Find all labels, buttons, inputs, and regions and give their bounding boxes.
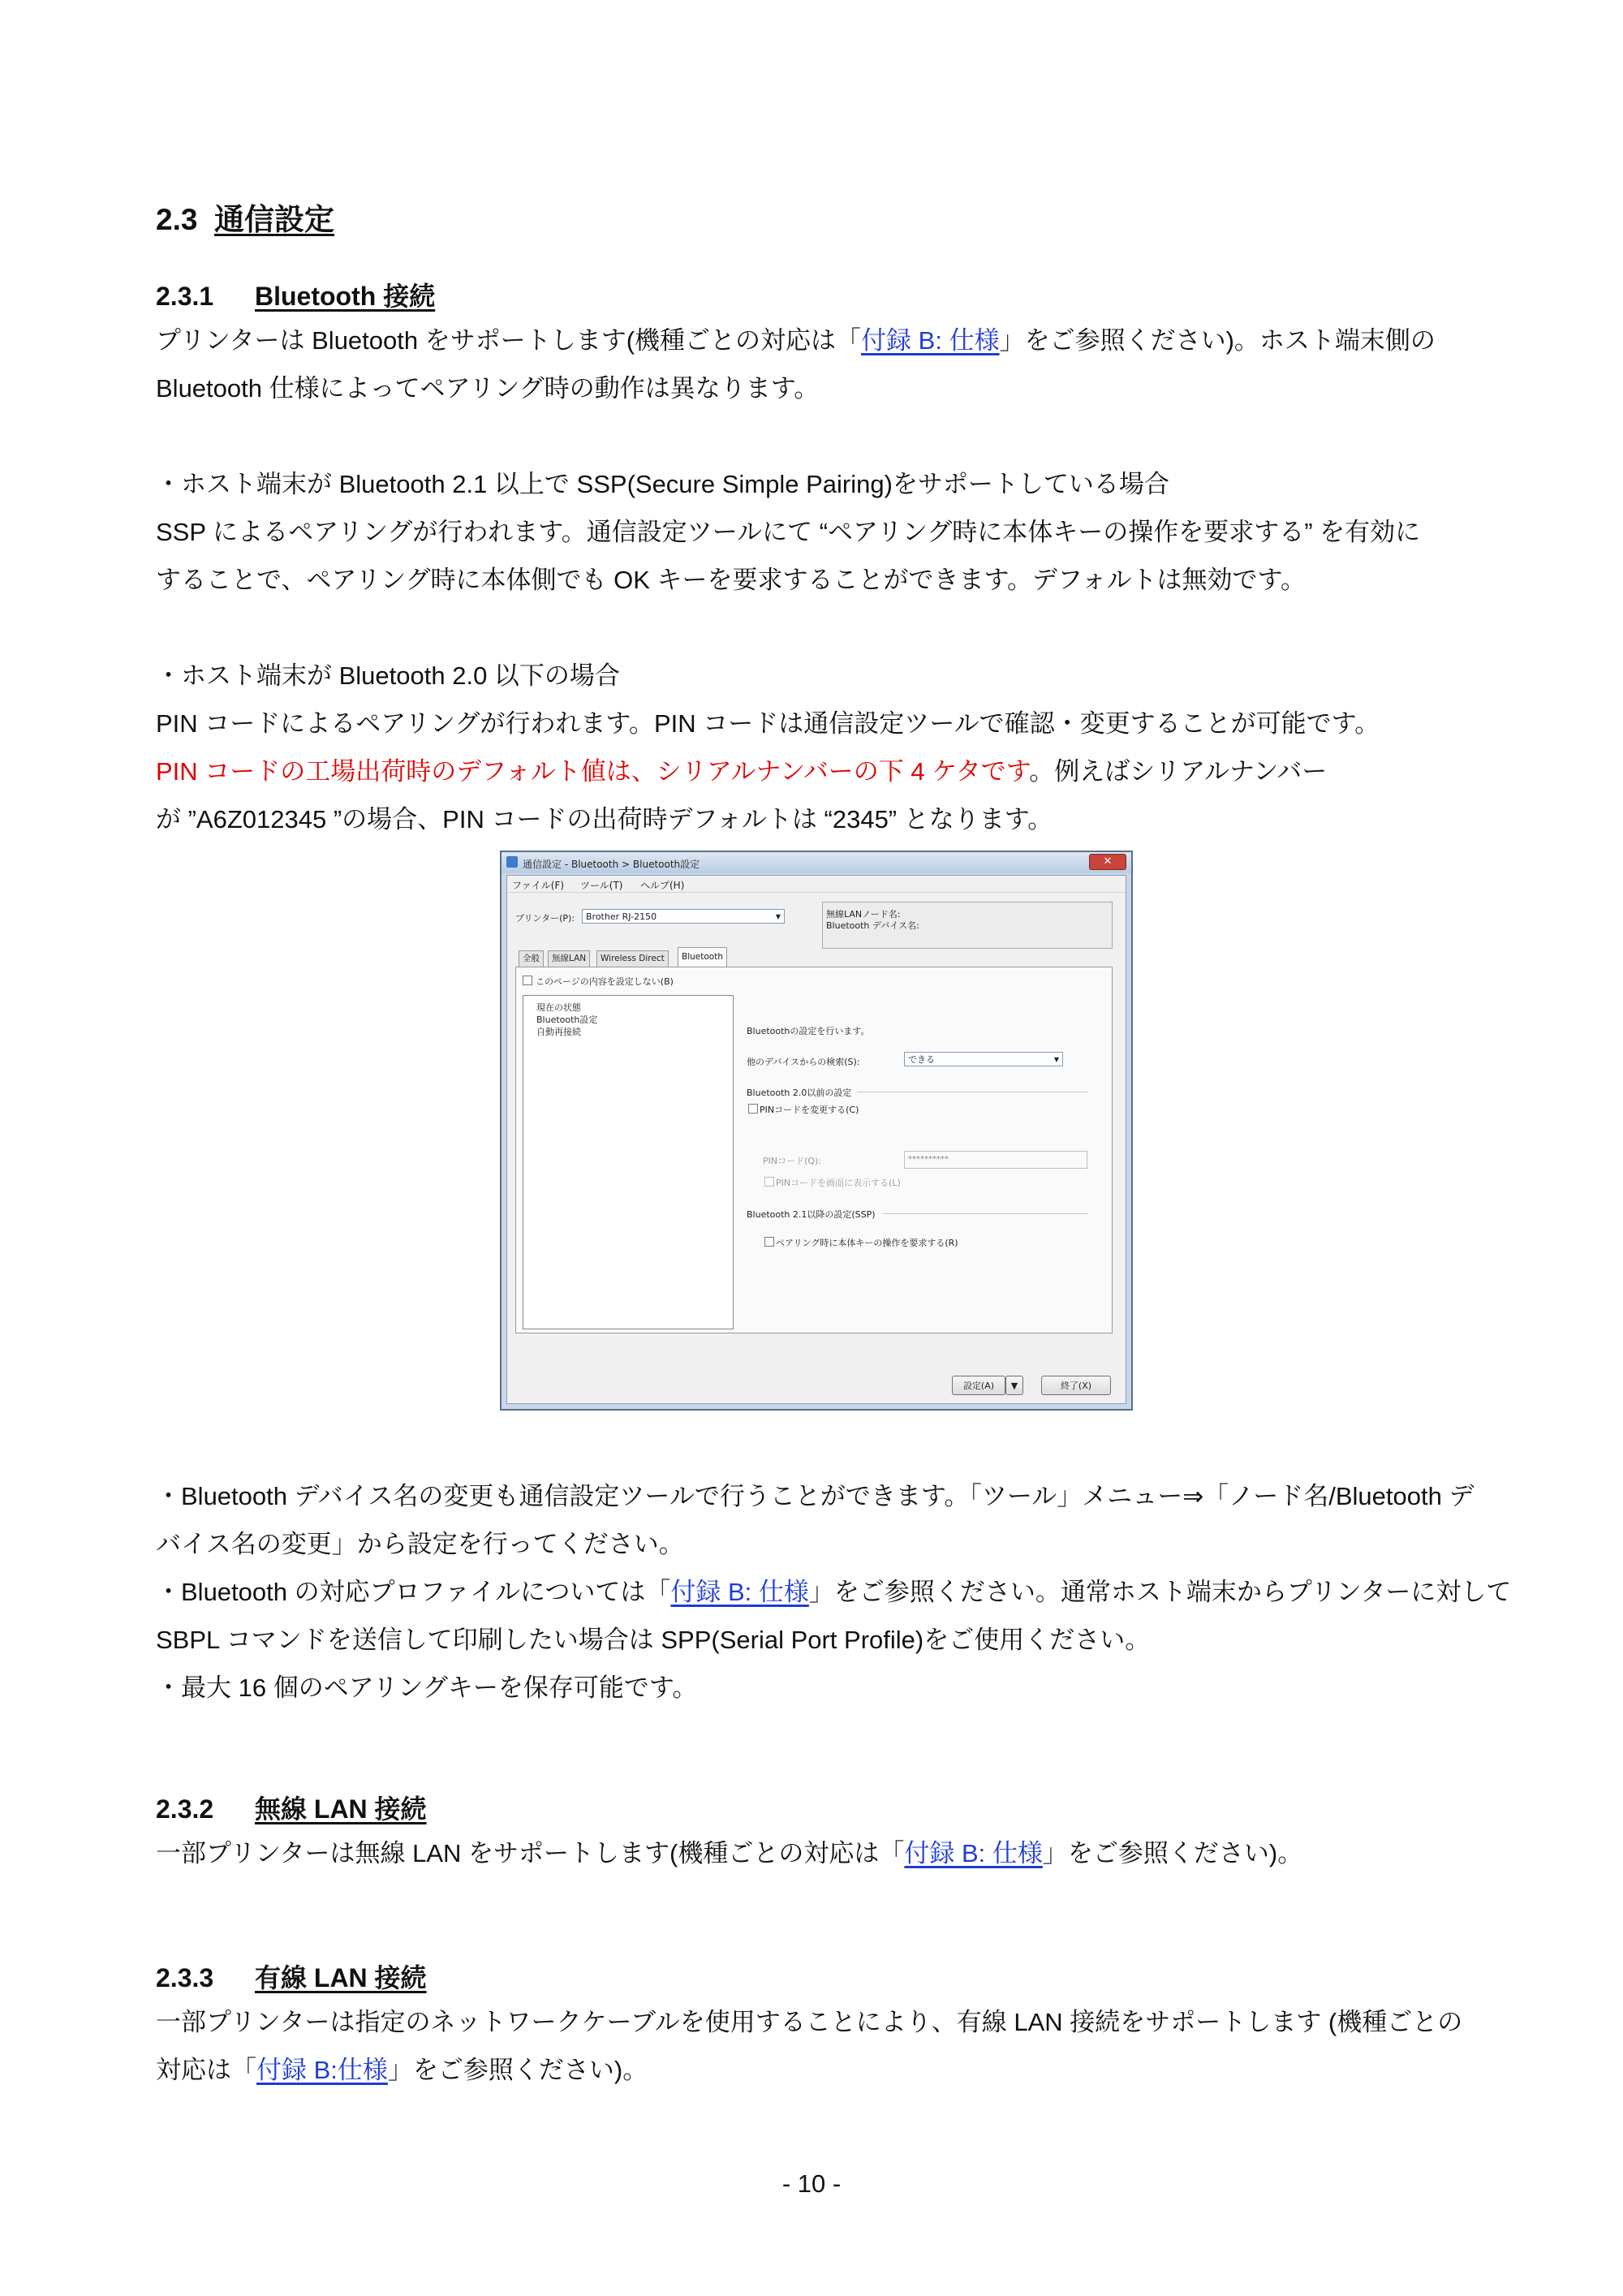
do-not-set-page-label: このページの内容を設定しない(B) — [536, 976, 674, 987]
printer-label: プリンター(P): — [515, 913, 575, 924]
text-run: 一部プリンターは無線 LAN をサポートします(機種ごとの対応は「 — [156, 1839, 905, 1867]
paragraph-line: することで、ペアリング時に本体側でも OK キーを要求することができます。デフォルトは無効です。 — [156, 566, 1307, 594]
close-button[interactable]: ✕ — [1089, 854, 1126, 870]
pin-code-label: PINコード(Q): — [763, 1156, 822, 1166]
require-key-checkbox[interactable] — [764, 1237, 774, 1247]
pin-default-warning: PIN コードの工場出荷時のデフォルト値は、シリアルナンバーの下 4 ケタです — [156, 757, 1030, 786]
tab-general[interactable]: 全般 — [519, 950, 544, 967]
subsection-title: 無線 LAN 接続 — [255, 1794, 427, 1824]
require-key-label: ペアリング時に本体キーの操作を要求する(R) — [776, 1238, 958, 1248]
do-not-set-page-checkbox[interactable] — [523, 976, 532, 985]
tab-bluetooth[interactable]: Bluetooth — [678, 947, 727, 967]
paragraph-line: が ”A6Z012345 ”の場合、PIN コードの出荷時デフォルトは “2345” となります。 — [156, 805, 1053, 834]
paragraph-line — [156, 747, 1327, 795]
subsection-heading-2-3-3 — [156, 1958, 427, 1995]
menu-tools[interactable]: ツール(T) — [580, 880, 623, 891]
paragraph-line — [156, 1568, 1511, 1616]
tree-item-auto-reconnect[interactable]: 自動再接続 — [536, 1027, 581, 1037]
device-info-box — [822, 902, 1113, 949]
section-heading — [156, 195, 334, 239]
subsection-heading-2-3-2 — [156, 1789, 427, 1826]
tree-item-bluetooth-settings[interactable]: Bluetooth設定 — [536, 1014, 598, 1025]
page-number: - 10 - — [781, 2169, 842, 2198]
pin-code-input[interactable]: ********** — [904, 1151, 1087, 1169]
paragraph-line: ・最大 16 個のペアリングキーを保存可能です。 — [156, 1674, 698, 1702]
settings-intro-text: Bluetoothの設定を行います。 — [747, 1026, 870, 1036]
app-icon — [506, 856, 518, 868]
menu-help[interactable]: ヘルプ(H) — [640, 880, 685, 891]
printer-select[interactable] — [582, 909, 785, 924]
tab-wireless-lan[interactable]: 無線LAN — [548, 950, 590, 967]
text-run: 。例えばシリアルナンバー — [1029, 757, 1328, 786]
subsection-number: 2.3.3 — [156, 1963, 214, 1992]
show-pin-checkbox[interactable] — [764, 1177, 774, 1187]
tab-wireless-direct[interactable]: Wireless Direct — [596, 950, 669, 967]
show-pin-label: PINコードを画面に表示する(L) — [776, 1178, 901, 1188]
subsection-number: 2.3.1 — [156, 282, 214, 311]
bluetooth-settings-dialog — [500, 851, 1133, 1411]
paragraph-line: SBPL コマンドを送信して印刷したい場合は SPP(Serial Port Profile)をご使用ください。 — [156, 1626, 1151, 1654]
appendix-b-link[interactable]: 付録 B:仕様 — [256, 2056, 388, 2084]
appendix-b-link[interactable]: 付録 B: 仕様 — [861, 326, 1000, 355]
paragraph-line: バイス名の変更」から設定を行ってください。 — [156, 1530, 684, 1558]
text-run: ・Bluetooth の対応プロファイルについては「 — [156, 1578, 671, 1606]
bt21-group-label: Bluetooth 2.1以降の設定(SSP) — [747, 1209, 876, 1220]
printer-select-value: Brother RJ-2150 — [586, 911, 657, 922]
text-run: 」をご参照ください)。 — [387, 2056, 648, 2084]
wlan-node-name-label: 無線LANノード名: — [826, 909, 901, 920]
dialog-client-area — [506, 875, 1126, 1404]
paragraph-line: 一部プリンターは指定のネットワークケーブルを使用することにより、有線 LAN 接続をサポートします (機種ごとの — [156, 2008, 1463, 2036]
bullet-ssp-heading: ・ホスト端末が Bluetooth 2.1 以上で SSP(Secure Simple Pairing)をサポートしている場合 — [156, 470, 1169, 498]
paragraph-line: ・Bluetooth デバイス名の変更も通信設定ツールで行うことができます。「ツール」メニュー⇒「ノード名/Bluetooth デ — [156, 1482, 1474, 1510]
text-run: 」をご参照ください。通常ホスト端末からプリンターに対して — [808, 1578, 1512, 1606]
subsection-number: 2.3.2 — [156, 1794, 214, 1824]
appendix-b-link[interactable]: 付録 B: 仕様 — [670, 1578, 809, 1606]
bt-device-name-label: Bluetooth デバイス名: — [826, 920, 919, 931]
chevron-down-icon: ▼ — [1053, 1056, 1059, 1063]
paragraph-line — [156, 2046, 648, 2094]
section-number: 2.3 — [156, 203, 198, 236]
change-pin-label: PINコードを変更する(C) — [760, 1105, 859, 1115]
paragraph-line — [156, 1829, 1302, 1877]
dialog-titlebar — [502, 852, 1131, 873]
bt20-group-label: Bluetooth 2.0以前の設定 — [747, 1088, 852, 1098]
group-divider — [883, 1213, 1087, 1214]
section-title: 通信設定 — [214, 203, 334, 236]
chevron-down-icon: ▼ — [775, 913, 781, 920]
menu-bar — [507, 876, 1126, 893]
dialog-title: 通信設定 - Bluetooth > Bluetooth設定 — [523, 859, 700, 870]
bullet-pin-heading: ・ホスト端末が Bluetooth 2.0 以下の場合 — [156, 661, 620, 690]
tree-item-status[interactable]: 現在の状態 — [536, 1002, 581, 1013]
paragraph-line: Bluetooth 仕様によってペアリング時の動作は異なります。 — [156, 374, 820, 403]
discoverable-select-value: できる — [908, 1054, 935, 1065]
discoverable-label: 他のデバイスからの検索(S): — [747, 1057, 860, 1067]
text-run: プリンターは Bluetooth をサポートします(機種ごとの対応は「 — [156, 326, 862, 355]
menu-file[interactable]: ファイル(F) — [512, 880, 565, 891]
apply-dropdown-button[interactable] — [1005, 1376, 1023, 1395]
text-run: 対応は「 — [156, 2056, 256, 2084]
subsection-title: 有線 LAN 接続 — [255, 1963, 427, 1992]
settings-tree — [523, 995, 734, 1329]
text-run: 」をご参照ください)。ホスト端末側の — [999, 326, 1436, 355]
apply-button[interactable]: 設定(A) — [952, 1376, 1005, 1395]
exit-button[interactable]: 終了(X) — [1041, 1376, 1111, 1395]
subsection-heading-2-3-1 — [156, 276, 435, 313]
bluetooth-tab-panel — [515, 967, 1113, 1333]
appendix-b-link[interactable]: 付録 B: 仕様 — [904, 1839, 1043, 1867]
text-run: 」をご参照ください)。 — [1042, 1839, 1303, 1867]
change-pin-checkbox[interactable] — [748, 1104, 758, 1114]
paragraph-line: PIN コードによるペアリングが行われます。PIN コードは通信設定ツールで確認・変更することが可能です。 — [156, 709, 1380, 738]
chevron-down-icon: ▼ — [1010, 1381, 1018, 1391]
discoverable-select[interactable] — [904, 1052, 1063, 1066]
subsection-title: Bluetooth 接続 — [255, 282, 436, 311]
paragraph-line: SSP によるペアリングが行われます。通信設定ツールにて “ペアリング時に本体キーの操作を要求する” を有効に — [156, 518, 1421, 546]
paragraph-line — [156, 317, 1436, 364]
